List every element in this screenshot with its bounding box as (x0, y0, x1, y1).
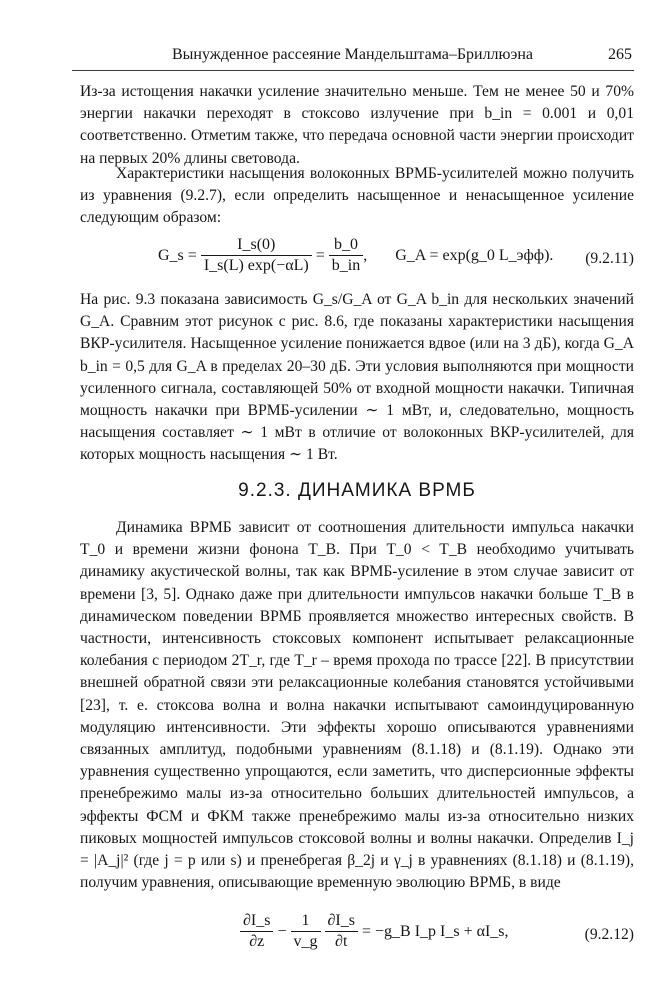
equation-9-2-12 (80, 912, 634, 962)
eq1-frac2-numerator: b_0 (329, 236, 363, 256)
page-header (172, 46, 632, 66)
paragraph-1 (80, 81, 634, 170)
paragraph-4-text: Динамика ВРМБ зависит от соотношения длительности импульса накачки T_0 и времени жизни фонона T_B. При T_0 < T_B необходимо учитывать динамику акустической волны, так как ВРМБ-усиление в этом случае зависит от времени [3, 5]. Однако даже при длительности импульсов накачки больше T_B в динамическом поведении ВРМБ проявляется множество интересных свойств. В частности, интенсивность стоксовых компонент испытывает релаксационные колебания с периодом 2T_r, где T_r – время прохода по трассе [22]. В присутствии внешней обратной связи эти релаксационные колебания становятся устойчивыми [23], т. е. стоксова волна и волна накачки испытывают самоиндуцированную модуляцию интенсивности. Эти эффекты хорошо описываются уравнениями связанных амплитуд, подобными уравнениям (8.1.18) и (8.1.19). Однако эти уравнения существенно упрощаются, если заметить, что дисперсионные эффекты пренебрежимо малы из-за относительно больших длительностей импульсов, а эффекты ФСМ и ФКМ также пренебрежимо малы из-за относительно низких пиковых мощностей импульсов стоксовой волны и волны накачки. Определив I_j = |A_j|² (где j = p или s) и пренебрегая β_2j и γ_j в уравнениях (8.1.18) и (8.1.19), получим уравнения, описывающие временную эволюцию ВРМБ, в виде (80, 519, 634, 892)
eq2-frac2-denominator: v_g (293, 933, 318, 950)
equation-9-2-11-body (158, 236, 553, 275)
eq1-fraction-1 (201, 236, 312, 275)
equation-9-2-11 (80, 236, 634, 286)
header-rule (72, 70, 634, 71)
equation-number-9-2-11: (9.2.11) (585, 250, 634, 267)
eq1-comma: , (363, 246, 368, 264)
paragraph-4 (80, 517, 634, 894)
equation-9-2-12-body (240, 912, 509, 951)
equation-number-9-2-12: (9.2.12) (584, 926, 634, 943)
paragraph-2 (80, 163, 634, 230)
eq1-equals: = (315, 246, 325, 264)
paragraph-3 (80, 289, 634, 467)
paragraph-3-text: На рис. 9.3 показана зависимость G_s/G_A от G_A b_in для нескольких значений G_A. Сравним этот рисунок с рис. 8.6, где показаны характеристики насыщения ВКР-усилителя. Насыщенное усиление понижается вдвое (или на 3 дБ), когда G_A b_in = 0,5 для G_A в пределах 20–30 дБ. Эти условия выполняются при мощности усиленного сигнала, составляющей 50% от входной мощности накачки. Типичная мощность накачки при ВРМБ-усилении ∼ 1 мВт, и, следовательно, мощность насыщения составляет ∼ 1 мВт в отличие от волоконных ВКР-усилителей, для которых мощность насыщения ∼ 1 Вт. (80, 291, 634, 464)
eq2-frac3-numerator: ∂I_s (325, 912, 358, 932)
eq2-frac2-numerator: 1 (291, 912, 321, 932)
eq1-frac2-denominator: b_in (331, 257, 361, 274)
eq2-fraction-2 (291, 912, 321, 951)
paragraph-2-text: Характеристики насыщения волоконных ВРМБ-усилителей можно получить из уравнения (9.2.7), если определить насыщенное и ненасыщенное усиление следующим образом: (80, 165, 634, 227)
running-title: Вынужденное рассеяние Мандельштама–Бриллюэна (172, 46, 534, 63)
eq2-frac3-denominator: ∂t (335, 933, 348, 950)
eq2-rhs: = −g_B I_p I_s + αI_s, (361, 922, 509, 940)
eq1-frac1-denominator: I_s(L) exp(−αL) (203, 257, 309, 274)
page-number: 265 (608, 46, 632, 63)
eq1-lhs: G_s = (158, 246, 197, 264)
eq1-rhs: G_A = exp(g_0 L_эфф). (395, 246, 554, 264)
eq2-fraction-1 (240, 912, 273, 951)
eq1-fraction-2 (329, 236, 363, 275)
eq1-frac1-numerator: I_s(0) (201, 236, 312, 256)
eq2-frac1-denominator: ∂z (249, 933, 265, 950)
section-heading: 9.2.3. ДИНАМИКА ВРМБ (238, 480, 476, 501)
eq2-minus: − (277, 922, 287, 940)
eq2-frac1-numerator: ∂I_s (240, 912, 273, 932)
eq2-fraction-3 (325, 912, 358, 951)
paragraph-1-text: Из-за истощения накачки усиление значительно меньше. Тем не менее 50 и 70% энергии накачки переходят в стоксово излучение при b_in = 0.001 и 0,01 соответственно. Отметим также, что передача основной части энергии происходит на первых 20% длины световода. (80, 83, 634, 167)
